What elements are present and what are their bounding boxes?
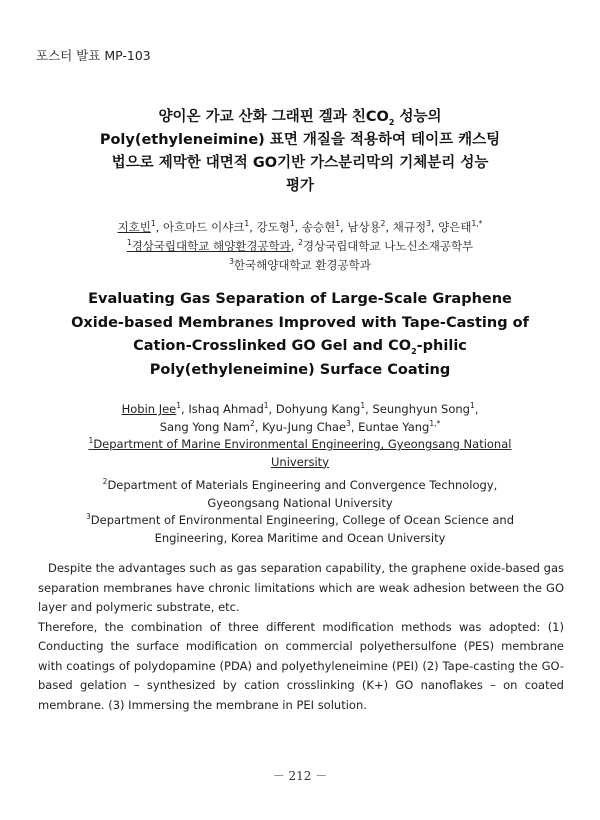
author-name: 채규정 (392, 220, 427, 234)
session-label: 포스터 발표 MP-103 (36, 48, 151, 63)
author-name: Kyu-Jung Chae (262, 419, 347, 434)
english-affiliation-3-line-1: $^3$Department of Environmental Engineering, College of Ocean Science and (85, 512, 515, 527)
abstract (38, 559, 564, 715)
korean-affiliation-1-2: $^1$경상국립대학교 해양환경공학과, $^2$경상국립대학교 나노신소재공학부 (126, 238, 474, 253)
author-name: Sang Yong Nam (159, 419, 250, 434)
author-name: Hobin Jee (121, 402, 177, 416)
abstract-paragraph-1: Despite the advantages such as gas separation capability, the graphene oxide-based gas separation membranes have chronic limitations which are weak adhesion between the GO layer and polymeric substrate, etc. (38, 561, 564, 614)
author-name: Dohyung Kang (275, 402, 361, 416)
english-title (50, 288, 550, 382)
author-name: Euntae Yang (358, 419, 430, 434)
english-author-list-line-1: Hobin Jee$^1$, Ishaq Ahmad$^1$, Dohyung Kang$^1$, Seunghyun Song$^1$, (121, 401, 479, 416)
korean-affiliation-3: $^3$한국해양대학교 환경공학과 (229, 257, 371, 272)
author-name: Ishaq Ahmad (188, 402, 264, 416)
english-author-block (40, 401, 560, 547)
korean-title-line-3: 법으로 제막한 대면적 GO기반 가스분리막의 기체분리 성능 (111, 155, 489, 171)
english-title-line-3: Cation-Crosslinked GO Gel and $CO_2$-philic (133, 338, 467, 356)
english-title-line-4: Poly(ethyleneimine) Surface Coating (149, 361, 451, 378)
english-author-list-line-2: Sang Yong Nam$^2$, Kyu-Jung Chae$^3$, Euntae Yang$^{1,*}$ (159, 418, 441, 434)
english-title-line-2: Oxide-based Membranes Improved with Tape-Casting of (71, 314, 529, 331)
korean-title-line-2: Poly(ethyleneimine) 표면 개질을 적용하여 테이프 캐스팅 (99, 132, 501, 148)
author-name: Seunghyun Song (372, 402, 470, 416)
author-name: 남상용 (347, 220, 381, 234)
korean-title-line-1: 양이온 가교 산화 그래핀 겔과 친$CO_2$ 성능의 (158, 109, 442, 127)
korean-title (60, 106, 540, 198)
korean-author-block (60, 218, 540, 275)
english-affiliation-2-line-2: Gyeongsang National University (207, 495, 393, 510)
page-number: － 212 － (272, 769, 328, 783)
abstract-paragraph-2: Therefore, the combination of three different modification methods was adopted: (1) Conducting the surface modification on commercial polyethersulfone (PES) membrane with coatings of polydopamine (PDA) and polyethyleneimine (PEI) (2) Tape-casting the GO-based gelation – synthesized by cation crosslinking (K+) GO nanoflakes – on coated membrane. (3) Immersing the membrane in PEI solution. (38, 619, 564, 712)
author-name: 송승현 (301, 220, 336, 234)
korean-title-line-4: 평가 (285, 178, 314, 194)
author-name: 강도형 (256, 220, 290, 234)
korean-author-list: 지호빈$^1$, 아흐마드 이샤크$^1$, 강도형$^1$, 송승현$^1$, 남상용$^2$, 채규정$^3$, 양은태$^{1,*}$ (117, 219, 483, 234)
english-affiliation-1-line-2: University (270, 454, 329, 469)
english-affiliation-1-line-1: $^1$Department of Marine Environmental Engineering, Gyeongsang National (88, 436, 512, 451)
author-name: 지호빈 (117, 220, 151, 234)
english-title-line-1: Evaluating Gas Separation of Large-Scale Graphene (88, 291, 512, 307)
author-name: 양은태 (438, 220, 472, 234)
english-affiliation-2-line-1: $^2$Department of Materials Engineering and Convergence Technology, (102, 477, 498, 492)
english-affiliation-3-line-2: Engineering, Korea Maritime and Ocean University (154, 530, 446, 545)
author-name: 아흐마드 이샤크 (162, 220, 245, 234)
